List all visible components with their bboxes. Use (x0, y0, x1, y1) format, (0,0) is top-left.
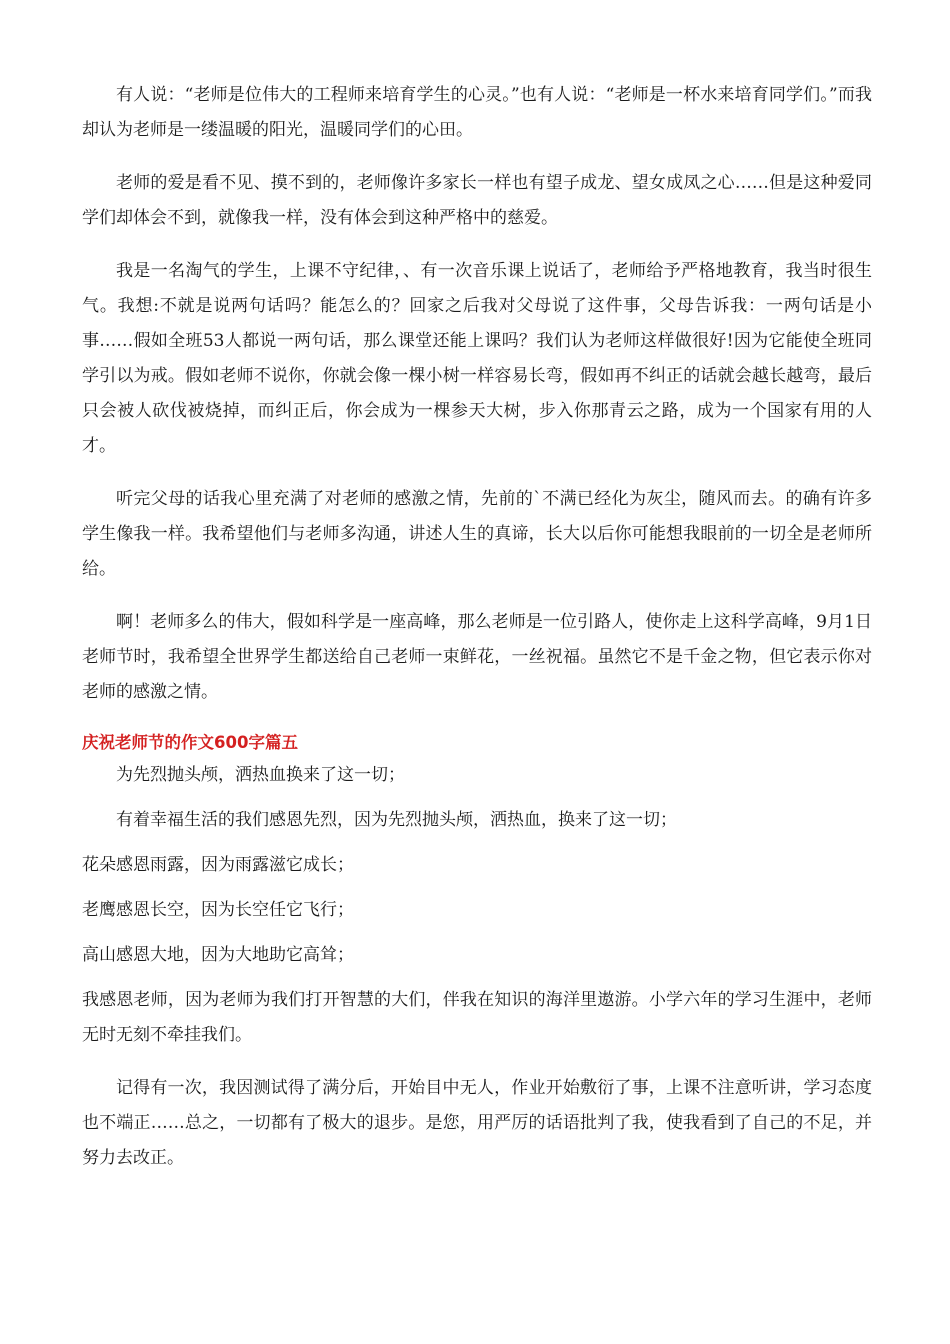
paragraph-3: 我是一名淘气的学生，上课不守纪律，、有一次音乐课上说话了，老师给予严格地教育，我当时很生气。我想:不就是说两句话吗？能怎么的？回家之后我对父母说了这件事，父母告诉我：一两句话是小事……假如全班53人都说一两句话，那么课堂还能上课吗？我们认为老师这样做很好!因为它能使全班同学引以为戒。假如老师不说你，你就会像一棵小树一样容易长弯，假如再不纠正的话就会越长越弯，最后只会被人砍伐被烧掉，而纠正后，你会成为一棵参天大树，步入你那青云之路，成为一个国家有用的人才。 (82, 261, 872, 456)
section-line-6: 我感恩老师，因为老师为我们打开智慧的大们，伴我在知识的海洋里遨游。小学六年的学习生涯中，老师无时无刻不牵挂我们。 (82, 990, 872, 1045)
paragraph-5: 啊！老师多么的伟大，假如科学是一座高峰，那么老师是一位引路人，使你走上这科学高峰，9月1日老师节时，我希望全世界学生都送给自己老师一束鲜花，一丝祝福。虽然它不是千金之物，但它表示你对老师的感激之情。 (82, 612, 872, 702)
paragraph-2: 老师的爱是看不见、摸不到的，老师像许多家长一样也有望子成龙、望女成凤之心……但是这种爱同学们却体会不到，就像我一样，没有体会到这种严格中的慈爱。 (82, 173, 872, 228)
section-line-5: 高山感恩大地，因为大地助它高耸； (82, 945, 354, 965)
document-page (82, 78, 872, 1176)
section-line-1: 为先烈抛头颅，洒热血换来了这一切； (116, 765, 405, 785)
section-line-2: 有着幸福生活的我们感恩先烈，因为先烈抛头颅，洒热血，换来了这一切； (116, 810, 677, 830)
section-line-4: 老鹰感恩长空，因为长空任它飞行； (82, 900, 354, 920)
paragraph-4: 听完父母的话我心里充满了对老师的感激之情，先前的`不满已经化为灰尘，随风而去。的确有许多学生像我一样。我希望他们与老师多沟通，讲述人生的真谛，长大以后你可能想我眼前的一切全是老师所给。 (82, 489, 872, 579)
section-line-3: 花朵感恩雨露，因为雨露滋它成长； (82, 855, 354, 875)
paragraph-1: 有人说：“老师是位伟大的工程师来培育学生的心灵。”也有人说：“老师是一杯水来培育同学们。”而我却认为老师是一缕温暖的阳光，温暖同学们的心田。 (82, 85, 872, 140)
section-heading: 庆祝老师节的作文600字篇五 (82, 733, 298, 752)
section-line-7: 记得有一次，我因测试得了满分后，开始目中无人，作业开始敷衍了事，上课不注意听讲，学习态度也不端正……总之，一切都有了极大的退步。是您，用严厉的话语批判了我，使我看到了自己的不足，并努力去改正。 (82, 1078, 872, 1168)
